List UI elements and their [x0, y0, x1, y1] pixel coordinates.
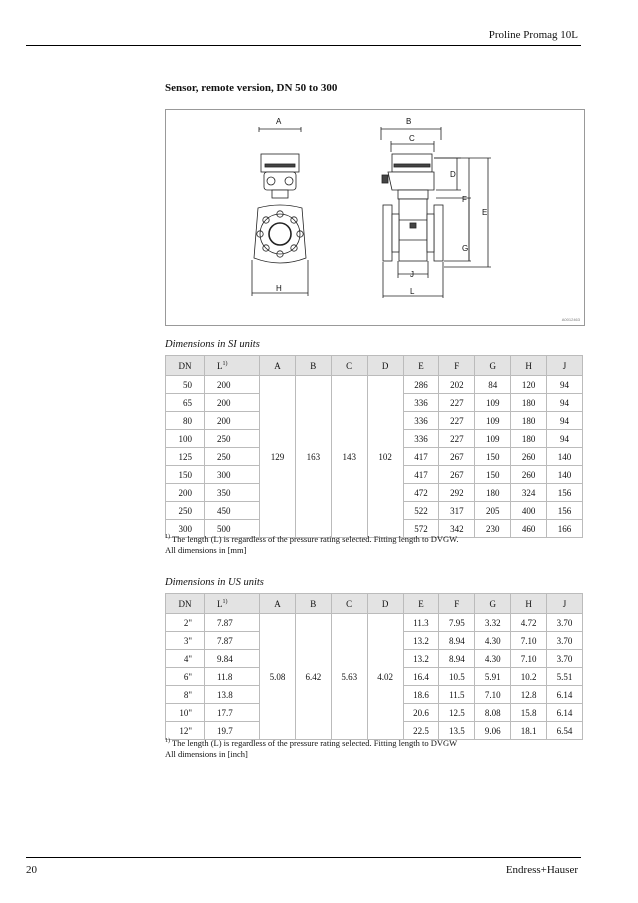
cell-d: 4.02 [367, 614, 403, 740]
header-rule [26, 45, 581, 46]
dim-label-l: L [410, 287, 415, 296]
dim-label-d: D [450, 170, 456, 179]
cell-dn: 4" [166, 650, 205, 668]
cell-g: 109 [475, 394, 511, 412]
footer-brand: Endress+Hauser [505, 864, 578, 876]
dim-label-f: F [462, 195, 467, 204]
cell-e: 20.6 [403, 704, 439, 722]
cell-e: 522 [403, 502, 439, 520]
dim-label-c: C [409, 134, 415, 143]
cell-f: 10.5 [439, 668, 475, 686]
cell-d: 102 [367, 376, 403, 538]
cell-dn: 10" [166, 704, 205, 722]
us-table-caption: Dimensions in US units [165, 577, 264, 588]
cell-h: 460 [511, 520, 547, 538]
cell-l: 200 [205, 394, 260, 412]
cell-h: 324 [511, 484, 547, 502]
cell-j: 140 [547, 466, 583, 484]
cell-c: 5.63 [331, 614, 367, 740]
cell-h: 7.10 [511, 632, 547, 650]
cell-l: 250 [205, 448, 260, 466]
cell-l: 250 [205, 430, 260, 448]
col-c: C [331, 594, 367, 614]
cell-dn: 100 [166, 430, 205, 448]
cell-h: 18.1 [511, 722, 547, 740]
page-number: 20 [26, 864, 37, 876]
dim-label-b: B [406, 117, 412, 126]
cell-b: 163 [295, 376, 331, 538]
cell-g: 150 [475, 466, 511, 484]
cell-j: 140 [547, 448, 583, 466]
cell-f: 13.5 [439, 722, 475, 740]
cell-f: 292 [439, 484, 475, 502]
cell-g: 3.32 [475, 614, 511, 632]
table-header-row [166, 356, 583, 376]
cell-g: 205 [475, 502, 511, 520]
cell-g: 4.30 [475, 632, 511, 650]
cell-e: 286 [403, 376, 439, 394]
dimension-drawing [165, 109, 585, 326]
cell-l: 200 [205, 376, 260, 394]
cell-dn: 80 [166, 412, 205, 430]
col-d: D [367, 356, 403, 376]
cell-dn: 125 [166, 448, 205, 466]
col-e: E [403, 356, 439, 376]
cell-dn: 250 [166, 502, 205, 520]
cell-g: 84 [475, 376, 511, 394]
cell-j: 3.70 [547, 632, 583, 650]
col-j: J [547, 356, 583, 376]
cell-g: 4.30 [475, 650, 511, 668]
cell-dn: 8" [166, 686, 205, 704]
cell-j: 156 [547, 484, 583, 502]
cell-c: 143 [331, 376, 367, 538]
cell-h: 400 [511, 502, 547, 520]
cell-l: 13.8 [205, 686, 260, 704]
cell-e: 336 [403, 430, 439, 448]
cell-e: 417 [403, 466, 439, 484]
cell-e: 11.3 [403, 614, 439, 632]
col-f: F [439, 356, 475, 376]
cell-g: 150 [475, 448, 511, 466]
si-footnote: $^{1)}$ The length (L) is regardless of the pressure rating selected. Fitting length to DVGW. All dimensions in [mm] [165, 533, 459, 555]
footer-rule [26, 857, 581, 858]
cell-l: 11.8 [205, 668, 260, 686]
cell-dn: 65 [166, 394, 205, 412]
cell-f: 8.94 [439, 650, 475, 668]
cell-e: 336 [403, 412, 439, 430]
cell-j: 94 [547, 430, 583, 448]
dim-label-g: G [462, 244, 469, 253]
col-e: E [403, 594, 439, 614]
sensor-drawing-svg [166, 110, 584, 325]
cell-h: 7.10 [511, 650, 547, 668]
cell-f: 202 [439, 376, 475, 394]
dim-label-a: A [276, 117, 282, 126]
col-d: D [367, 594, 403, 614]
cell-j: 6.14 [547, 704, 583, 722]
si-dimensions-table [165, 355, 583, 538]
cell-h: 260 [511, 448, 547, 466]
cell-f: 11.5 [439, 686, 475, 704]
cell-e: 13.2 [403, 632, 439, 650]
cell-l: 7.87 [205, 614, 260, 632]
cell-l: 17.7 [205, 704, 260, 722]
cell-f: 267 [439, 448, 475, 466]
cell-dn: 2" [166, 614, 205, 632]
us-dimensions-table [165, 593, 583, 740]
cell-g: 5.91 [475, 668, 511, 686]
cell-e: 417 [403, 448, 439, 466]
col-h: H [511, 356, 547, 376]
cell-l: 200 [205, 412, 260, 430]
col-b: B [295, 594, 331, 614]
cell-dn: 50 [166, 376, 205, 394]
cell-g: 8.08 [475, 704, 511, 722]
cell-j: 156 [547, 502, 583, 520]
col-l: $L^{1)}$ [205, 594, 260, 614]
cell-dn: 3" [166, 632, 205, 650]
table-header-row [166, 594, 583, 614]
cell-j: 3.70 [547, 650, 583, 668]
cell-j: 94 [547, 394, 583, 412]
cell-f: 7.95 [439, 614, 475, 632]
cell-h: 180 [511, 430, 547, 448]
cell-j: 94 [547, 412, 583, 430]
cell-dn: 200 [166, 484, 205, 502]
cell-b: 6.42 [295, 614, 331, 740]
col-h: H [511, 594, 547, 614]
cell-g: 109 [475, 430, 511, 448]
cell-g: 7.10 [475, 686, 511, 704]
cell-j: 5.51 [547, 668, 583, 686]
cell-g: 230 [475, 520, 511, 538]
cell-e: 22.5 [403, 722, 439, 740]
cell-f: 317 [439, 502, 475, 520]
cell-h: 180 [511, 412, 547, 430]
cell-g: 109 [475, 412, 511, 430]
col-j: J [547, 594, 583, 614]
cell-e: 572 [403, 520, 439, 538]
cell-a: 129 [260, 376, 296, 538]
us-footnote: $^{1)}$ The length (L) is regardless of the pressure rating selected. Fitting length to DVGW All dimensions in [inch] [165, 737, 458, 759]
header-product-title: Proline Promag 10L [488, 29, 578, 41]
cell-h: 10.2 [511, 668, 547, 686]
section-title: Sensor, remote version, DN 50 to 300 [165, 82, 338, 94]
cell-h: 120 [511, 376, 547, 394]
col-a: A [260, 356, 296, 376]
cell-h: 12.8 [511, 686, 547, 704]
cell-f: 267 [439, 466, 475, 484]
cell-j: 6.54 [547, 722, 583, 740]
cell-g: 9.06 [475, 722, 511, 740]
cell-j: 6.14 [547, 686, 583, 704]
table-row [166, 614, 583, 632]
cell-e: 13.2 [403, 650, 439, 668]
cell-l: 19.7 [205, 722, 260, 740]
cell-dn: 150 [166, 466, 205, 484]
cell-dn: 300 [166, 520, 205, 538]
cell-dn: 6" [166, 668, 205, 686]
dim-label-h: H [276, 284, 282, 293]
cell-h: 260 [511, 466, 547, 484]
col-dn: DN [166, 356, 205, 376]
cell-f: 227 [439, 412, 475, 430]
figure-id: A0012463 [561, 317, 580, 322]
col-a: A [260, 594, 296, 614]
cell-f: 227 [439, 430, 475, 448]
cell-e: 16.4 [403, 668, 439, 686]
cell-h: 4.72 [511, 614, 547, 632]
cell-j: 94 [547, 376, 583, 394]
cell-l: 9.84 [205, 650, 260, 668]
col-f: F [439, 594, 475, 614]
col-l: $L^{1)}$ [205, 356, 260, 376]
cell-l: 350 [205, 484, 260, 502]
cell-g: 180 [475, 484, 511, 502]
si-table-caption: Dimensions in SI units [165, 339, 260, 350]
col-g: G [475, 594, 511, 614]
cell-e: 472 [403, 484, 439, 502]
cell-e: 18.6 [403, 686, 439, 704]
cell-f: 12.5 [439, 704, 475, 722]
col-dn: DN [166, 594, 205, 614]
cell-h: 15.8 [511, 704, 547, 722]
col-c: C [331, 356, 367, 376]
cell-dn: 12" [166, 722, 205, 740]
cell-l: 450 [205, 502, 260, 520]
table-row [166, 376, 583, 394]
cell-j: 3.70 [547, 614, 583, 632]
dim-label-j: J [410, 270, 414, 279]
col-b: B [295, 356, 331, 376]
cell-l: 300 [205, 466, 260, 484]
cell-l: 7.87 [205, 632, 260, 650]
cell-f: 227 [439, 394, 475, 412]
cell-l: 500 [205, 520, 260, 538]
dim-label-e: E [482, 208, 488, 217]
cell-h: 180 [511, 394, 547, 412]
cell-e: 336 [403, 394, 439, 412]
col-g: G [475, 356, 511, 376]
cell-j: 166 [547, 520, 583, 538]
cell-f: 342 [439, 520, 475, 538]
cell-f: 8.94 [439, 632, 475, 650]
cell-a: 5.08 [260, 614, 296, 740]
